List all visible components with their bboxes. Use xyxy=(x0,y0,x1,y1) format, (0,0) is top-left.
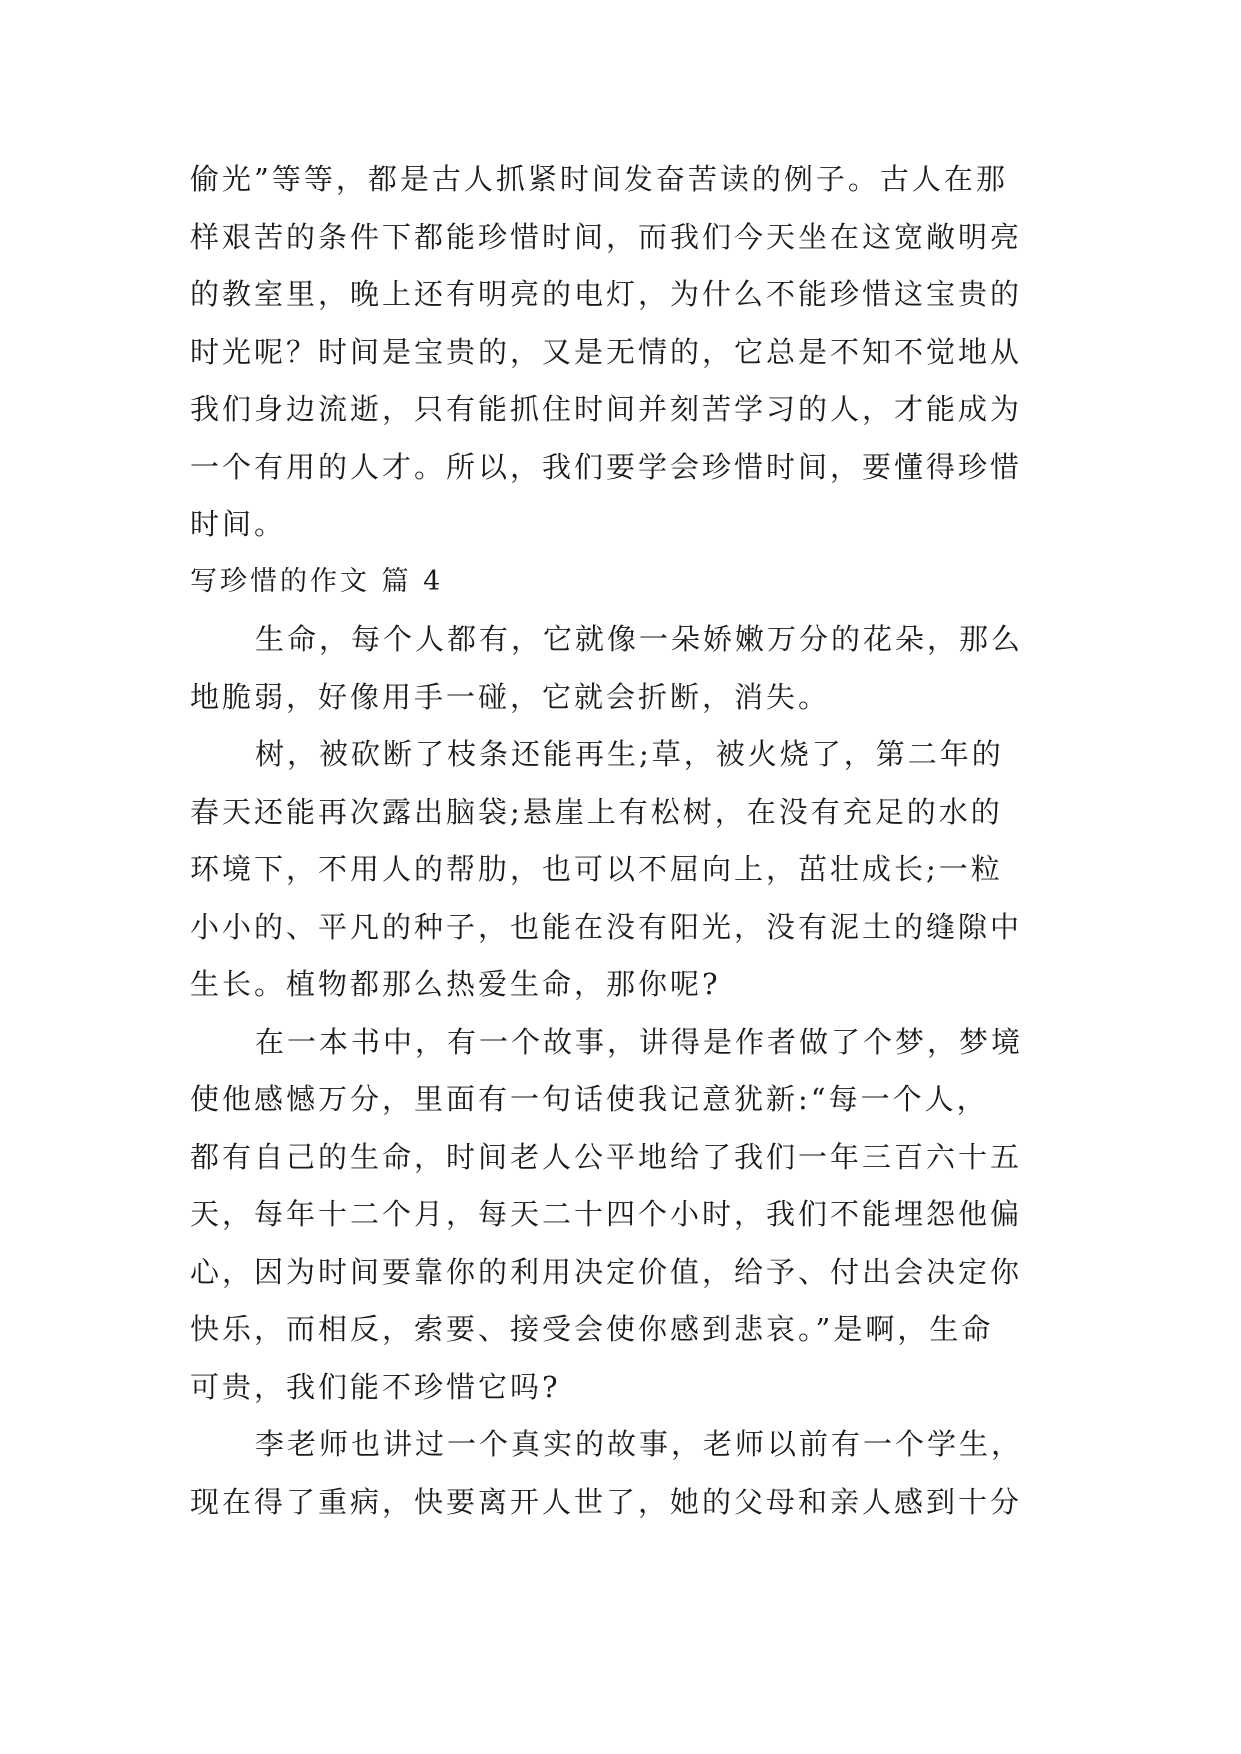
text-line: 可贵，我们能不珍惜它吗? xyxy=(190,1369,561,1404)
text-line: 我们身边流逝，只有能抓住时间并刻苦学习的人，才能成为 xyxy=(190,392,1023,426)
text-line: 样艰苦的条件下都能珍惜时间，而我们今天坐在这宽敞明亮 xyxy=(190,219,1023,254)
text-line: 环境下，不用人的帮肋，也可以不屈向上，茁壮成长;一粒 xyxy=(190,852,1003,886)
text-line: 时光呢？时间是宝贵的，又是无情的，它总是不知不觉地从 xyxy=(190,334,1023,369)
text-line: 现在得了重病，快要离开人世了，她的父母和亲人感到十分 xyxy=(190,1484,1023,1519)
text-line: 快乐，而相反，索要、接受会使你感到悲哀。”是啊，生命 xyxy=(190,1312,994,1346)
text-line: 时间。 xyxy=(190,507,287,541)
text-line: 春天还能再次露出脑袋;悬崖上有松树，在没有充足的水的 xyxy=(190,794,1003,829)
section-heading: 写珍惜的作文 篇 4 xyxy=(190,565,444,597)
text-line: 小小的、平凡的种子，也能在没有阳光，没有泥土的缝隙中 xyxy=(190,909,1023,944)
paragraph-first-line: 李老师也讲过一个真实的故事，老师以前有一个学生， xyxy=(255,1427,1024,1461)
text-line: 心，因为时间要靠你的利用决定价值，给予、付出会决定你 xyxy=(190,1254,1023,1289)
text-line: 天，每年十二个月，每天二十四个小时，我们不能埋怨他偏 xyxy=(190,1197,1023,1231)
text-line: 地脆弱，好像用手一碰，它就会折断，消失。 xyxy=(190,679,831,714)
text-line: 一个有用的人才。所以，我们要学会珍惜时间，要懂得珍惜 xyxy=(190,449,1023,484)
text-line: 都有自己的生命，时间老人公平地给了我们一年三百六十五 xyxy=(190,1139,1023,1174)
paragraph-first-line: 生命，每个人都有，它就像一朵娇嫩万分的花朵，那么 xyxy=(255,622,1024,656)
text-line: 生长。植物都那么热爱生命，那你呢? xyxy=(190,967,721,1001)
text-line: 的教室里，晚上还有明亮的电灯，为什么不能珍惜这宝贵的 xyxy=(190,277,1023,311)
text-line: 偷光”等等，都是古人抓紧时间发奋苦读的例子。古人在那 xyxy=(190,162,1008,196)
essay-text xyxy=(190,160,1060,1540)
paragraph-first-line: 树，被砍断了枝条还能再生;草，被火烧了，第二年的 xyxy=(255,737,1004,771)
text-line: 使他感憾万分，里面有一句话使我记意犹新:“每一个人， xyxy=(190,1082,989,1116)
paragraph-first-line: 在一本书中，有一个故事，讲得是作者做了个梦，梦境 xyxy=(255,1024,1024,1059)
